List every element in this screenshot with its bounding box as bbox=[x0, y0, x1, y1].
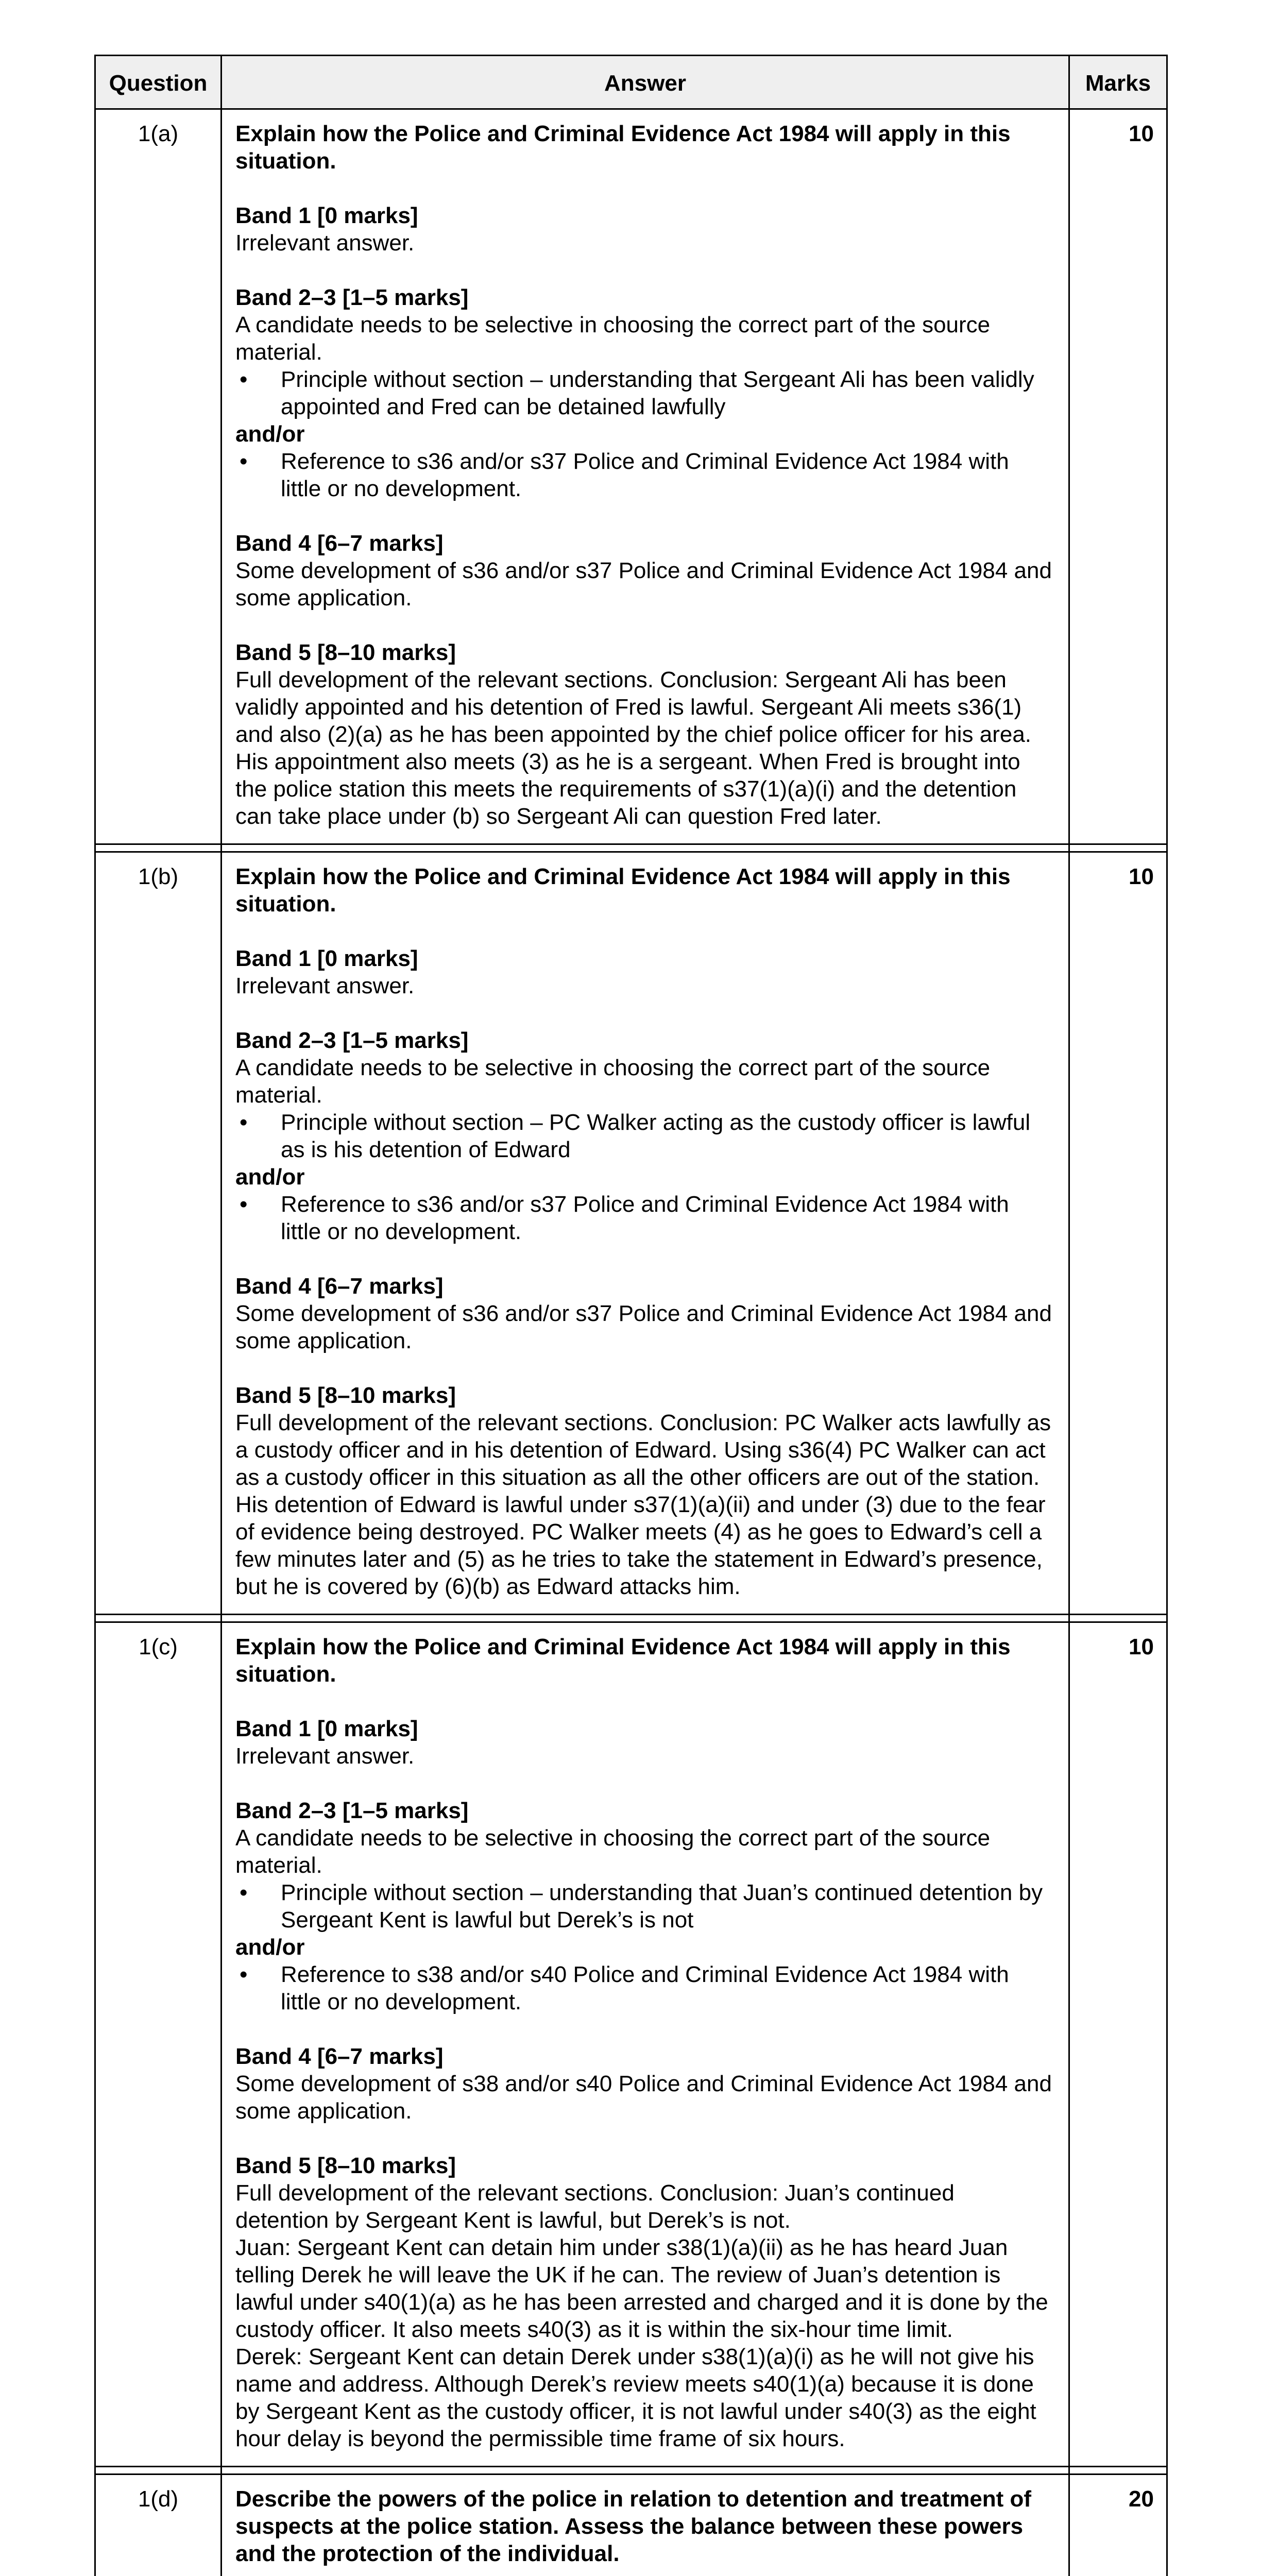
bullet-list bbox=[235, 1191, 1053, 1245]
marks-value: 20 bbox=[1069, 2475, 1167, 2576]
answer-cell bbox=[221, 2475, 1069, 2576]
band-description: Irrelevant answer. bbox=[235, 973, 415, 998]
band-block bbox=[235, 1027, 1053, 1245]
connector-label: and/or bbox=[235, 1935, 305, 1960]
band-description: A candidate needs to be selective in choosing the correct part of the source material. bbox=[235, 312, 991, 365]
band-description: Full development of the relevant sections. Conclusion: Sergeant Ali has been validly appointed and his detention of Fred is lawful. Sergeant Ali meets s36(1) and also (2)(a) as he has been appointed by the chief police officer for his area. His appointment also meets (3) as he is a sergeant. When Fred is brought into the police station this meets the requirements of s37(1)(a)(i) and the detention can take place under (b) so Sergeant Ali can question Fred later. bbox=[235, 667, 1032, 829]
band-description: Irrelevant answer. bbox=[235, 1743, 415, 1769]
question-header: Question bbox=[95, 56, 221, 109]
question-row-1a bbox=[95, 109, 1167, 844]
band-description: A candidate needs to be selective in choosing the correct part of the source material. bbox=[235, 1825, 991, 1878]
band-title: Band 4 [6–7 marks] bbox=[235, 531, 444, 556]
answer-header: Answer bbox=[221, 56, 1069, 109]
row-separator bbox=[95, 1615, 1167, 1622]
marks-value: 10 bbox=[1069, 109, 1167, 844]
band-block bbox=[235, 2043, 1053, 2125]
question-row-1c bbox=[95, 1622, 1167, 2467]
bullet-item: • Reference to s36 and/or s37 Police and Criminal Evidence Act 1984 with little or no development. bbox=[235, 1191, 1053, 1245]
band-block bbox=[235, 1273, 1053, 1354]
band-title: Band 5 [8–10 marks] bbox=[235, 1383, 456, 1408]
answer-cell bbox=[221, 1622, 1069, 2467]
band-title: Band 2–3 [1–5 marks] bbox=[235, 1798, 469, 1823]
band-title: Band 1 [0 marks] bbox=[235, 203, 418, 228]
bullet-list bbox=[235, 366, 1053, 420]
band-block bbox=[235, 1715, 1053, 1770]
bullet-item: • Principle without section – PC Walker acting as the custody officer is lawful as is his detention of Edward bbox=[235, 1109, 1053, 1163]
band-title: Band 2–3 [1–5 marks] bbox=[235, 1028, 469, 1053]
band-block bbox=[235, 284, 1053, 502]
bullet-list bbox=[235, 1109, 1053, 1163]
band-description-juan: Juan: Sergeant Kent can detain him under s38(1)(a)(ii) as he has heard Juan telling Derek he will leave the UK if he can. The review of Juan’s detention is lawful under s40(1)(a) as he has been arrested and charged and it is done by the custody officer. It also meets s40(3) as it is within the six-hour time limit. bbox=[235, 2235, 1048, 2342]
band-title: Band 1 [0 marks] bbox=[235, 1716, 418, 1741]
band-title: Band 5 [8–10 marks] bbox=[235, 2153, 456, 2178]
marks-value: 10 bbox=[1069, 1622, 1167, 2467]
band-title: Band 2–3 [1–5 marks] bbox=[235, 285, 469, 310]
band-block bbox=[235, 2152, 1053, 2452]
bullet-item: • Principle without section – understanding that Sergeant Ali has been validly appointed and Fred can be detained lawfully bbox=[235, 366, 1053, 420]
band-block bbox=[235, 945, 1053, 999]
band-description: Some development of s36 and/or s37 Police and Criminal Evidence Act 1984 and some application. bbox=[235, 558, 1052, 611]
bullet-list bbox=[235, 1961, 1053, 2015]
question-row-1d bbox=[95, 2475, 1167, 2576]
band-block bbox=[235, 1382, 1053, 1600]
question-number: 1(d) bbox=[95, 2475, 221, 2576]
band-description: Irrelevant answer. bbox=[235, 230, 415, 256]
marks-value: 10 bbox=[1069, 852, 1167, 1615]
connector-label: and/or bbox=[235, 1164, 305, 1190]
band-block bbox=[235, 639, 1053, 830]
band-block bbox=[235, 530, 1053, 612]
question-prompt: Describe the powers of the police in relation to detention and treatment of suspects at the police station. Assess the balance between these powers and the protection of the individual. bbox=[235, 2486, 1032, 2566]
header-row bbox=[95, 56, 1167, 109]
band-title: Band 4 [6–7 marks] bbox=[235, 2044, 444, 2069]
bullet-item: • Reference to s36 and/or s37 Police and Criminal Evidence Act 1984 with little or no development. bbox=[235, 448, 1053, 502]
band-description: Some development of s38 and/or s40 Police and Criminal Evidence Act 1984 and some application. bbox=[235, 2071, 1052, 2124]
band-description: Full development of the relevant sections. Conclusion: Juan’s continued detention by Sergeant Kent is lawful, but Derek’s is not. bbox=[235, 2180, 955, 2233]
bullet-list bbox=[235, 448, 1053, 502]
answer-cell bbox=[221, 109, 1069, 844]
band-title: Band 1 [0 marks] bbox=[235, 946, 418, 971]
row-separator bbox=[95, 844, 1167, 852]
question-prompt: Explain how the Police and Criminal Evidence Act 1984 will apply in this situation. bbox=[235, 864, 1011, 917]
connector-label: and/or bbox=[235, 421, 305, 447]
row-separator bbox=[95, 2467, 1167, 2475]
answer-cell bbox=[221, 852, 1069, 1615]
question-number: 1(b) bbox=[95, 852, 221, 1615]
bullet-list bbox=[235, 1879, 1053, 1934]
band-description: Full development of the relevant sections. Conclusion: PC Walker acts lawfully as a custody officer and in his detention of Edward. Using s36(4) PC Walker can act as a custody officer in this situation as all the other officers are out of the station. His detention of Edward is lawful under s37(1)(a)(ii) and under (3) due to the fear of evidence being destroyed. PC Walker meets (4) as he goes to Edward’s cell a few minutes later and (5) as he tries to take the statement in Edward’s presence, but he is covered by (6)(b) as Edward attacks him. bbox=[235, 1410, 1051, 1599]
band-title: Band 5 [8–10 marks] bbox=[235, 640, 456, 665]
band-description-derek: Derek: Sergeant Kent can detain Derek under s38(1)(a)(i) as he will not give his name and address. Although Derek’s review meets s40(1)(a) because it is done by Sergeant Kent as the custody officer, it is not lawful under s40(3) as the eight hour delay is beyond the permissible time frame of six hours. bbox=[235, 2344, 1036, 2451]
question-number: 1(a) bbox=[95, 109, 221, 844]
band-block bbox=[235, 202, 1053, 257]
band-title: Band 4 [6–7 marks] bbox=[235, 1274, 444, 1299]
band-block bbox=[235, 1797, 1053, 2015]
bullet-item: • Principle without section – understanding that Juan’s continued detention by Sergeant Kent is lawful but Derek’s is not bbox=[235, 1879, 1053, 1934]
question-number: 1(c) bbox=[95, 1622, 221, 2467]
band-description: Some development of s36 and/or s37 Police and Criminal Evidence Act 1984 and some application. bbox=[235, 1301, 1052, 1353]
question-prompt: Explain how the Police and Criminal Evidence Act 1984 will apply in this situation. bbox=[235, 121, 1011, 174]
bullet-item: • Reference to s38 and/or s40 Police and Criminal Evidence Act 1984 with little or no development. bbox=[235, 1961, 1053, 2015]
question-prompt: Explain how the Police and Criminal Evidence Act 1984 will apply in this situation. bbox=[235, 1634, 1011, 1687]
question-row-1b bbox=[95, 852, 1167, 1615]
marks-header: Marks bbox=[1069, 56, 1167, 109]
mark-scheme-table bbox=[94, 55, 1168, 2576]
band-description: A candidate needs to be selective in choosing the correct part of the source material. bbox=[235, 1055, 991, 1108]
